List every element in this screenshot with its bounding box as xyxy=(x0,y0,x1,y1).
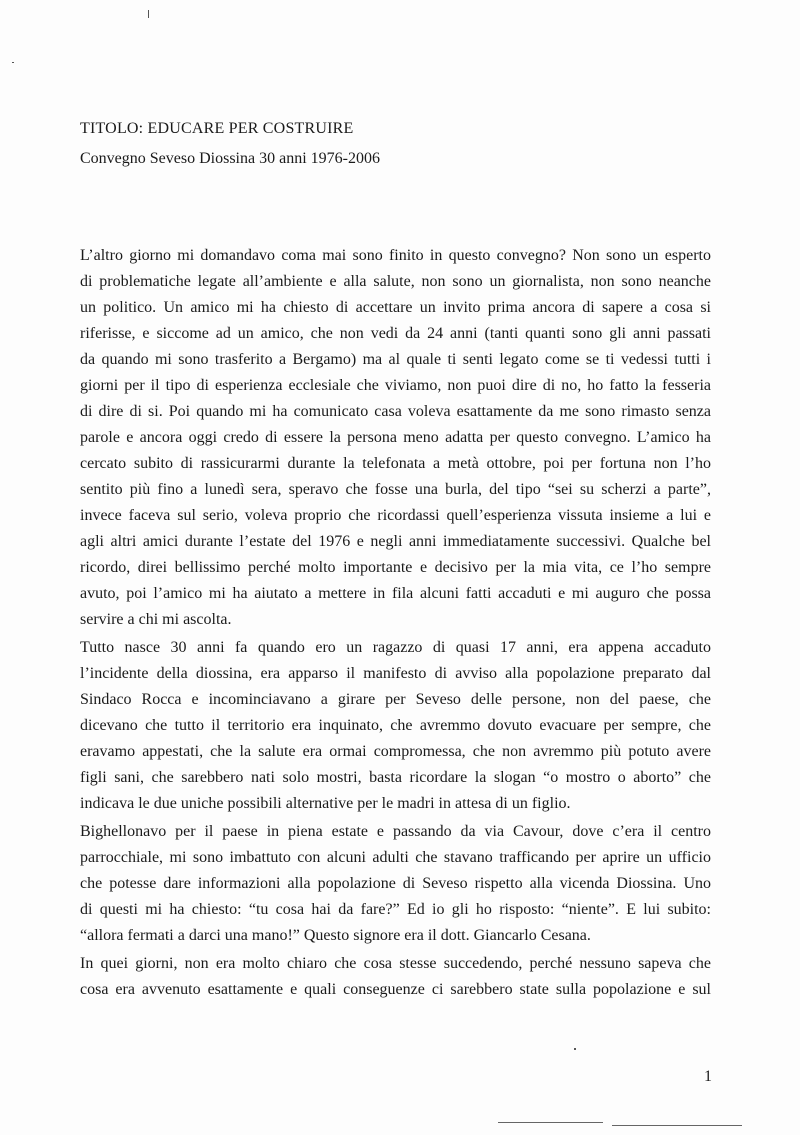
scan-speck xyxy=(574,1048,576,1050)
body-line: avuto, poi l’amico mi ha aiutato a mettere in fila alcuni fatti accaduti e mi auguro che possa xyxy=(80,585,711,602)
body-line: ricordo, direi bellissimo perché molto importante e decisivo per la mia vita, ce l’ho sempre xyxy=(80,559,711,576)
body-line: da quando mi sono trasferito a Bergamo) ma al quale ti senti legato come se ti vedessi tutti i xyxy=(80,351,711,368)
body-line: sentito più fino a lunedì sera, speravo che fosse una burla, del tipo “sei su scherzi a parte”, xyxy=(80,481,711,498)
body-line: un politico. Un amico mi ha chiesto di accettare un invito prima ancora di sapere a cosa si xyxy=(80,299,711,316)
page-number: 1 xyxy=(704,1068,712,1085)
body-line: indicava le due uniche possibili alternative per le madri in attesa di un figlio. xyxy=(80,795,571,812)
body-line: invece faceva sul serio, voleva proprio che ricordassi quell’esperienza vissuta insieme a lui e xyxy=(80,507,711,524)
body-line: di questi mi ha chiesto: “tu cosa hai da fare?” Ed io gli ho risposto: “niente”. E lui subito: xyxy=(80,901,711,918)
body-line: figli sani, che sarebbero nati solo mostri, basta ricordare la slogan “o mostro o aborto” che xyxy=(80,769,711,786)
body-line: parrocchiale, mi sono imbattuto con alcuni adulti che stavano trafficando per aprire un ufficio xyxy=(80,849,711,866)
body-line: Bighellonavo per il paese in piena estate e passando da via Cavour, dove c’era il centro xyxy=(80,823,711,840)
body-line: Tutto nasce 30 anni fa quando ero un ragazzo di quasi 17 anni, era appena accaduto xyxy=(80,639,711,656)
body-line: di problematiche legate all’ambiente e alla salute, non sono un giornalista, non sono neanche xyxy=(80,273,711,290)
document-subtitle: Convegno Seveso Diossina 30 anni 1976-2006 xyxy=(80,150,380,167)
body-line: cercato subito di rassicurarmi durante la telefonata a metà ottobre, poi per fortuna non l’ho xyxy=(80,455,711,472)
body-line: riferisse, e siccome ad un amico, che non vedi da 24 anni (tanti quanti sono gli anni passati xyxy=(80,325,711,342)
body-line: servire a chi mi ascolta. xyxy=(80,611,232,628)
body-line: agli altri amici durante l’estate del 1976 e negli anni immediatamente successivi. Qualche bel xyxy=(80,533,711,550)
scan-artifact-line xyxy=(612,1125,742,1126)
body-line: che potesse dare informazioni alla popolazione di Seveso rispetto alla vicenda Diossina. Uno xyxy=(80,875,711,892)
body-line: parole e ancora oggi credo di essere la persona meno adatta per questo convegno. L’amico ha xyxy=(80,429,711,446)
body-line: dicevano che tutto il territorio era inquinato, che avremmo dovuto evacuare per sempre, che xyxy=(80,717,711,734)
body-line: “allora fermati a darci una mano!” Questo signore era il dott. Giancarlo Cesana. xyxy=(80,927,591,944)
body-line: Sindaco Rocca e incominciavano a girare per Seveso delle persone, non del paese, che xyxy=(80,691,711,708)
body-line: l’incidente della diossina, era apparso il manifesto di avviso alla popolazione preparato dal xyxy=(80,665,711,682)
body-line: giorni per il tipo di esperienza ecclesiale che viviamo, non puoi dire di no, ho fatto la fesseria xyxy=(80,377,711,394)
document-title: TITOLO: EDUCARE PER COSTRUIRE xyxy=(80,120,354,137)
body-line: di dire di si. Poi quando mi ha comunicato casa voleva esattamente da me sono rimasto senza xyxy=(80,403,711,420)
scan-speck xyxy=(148,10,149,18)
body-line: L’altro giorno mi domandavo coma mai sono finito in questo convegno? Non sono un esperto xyxy=(80,247,711,264)
scan-speck xyxy=(12,62,14,63)
body-line: In quei giorni, non era molto chiaro che cosa stesse succedendo, perché nessuno sapeva che xyxy=(80,955,711,972)
scan-artifact-line xyxy=(498,1122,603,1123)
body-line: eravamo appestati, che la salute era ormai compromessa, che non avremmo più potuto avere xyxy=(80,743,711,760)
body-line: cosa era avvenuto esattamente e quali conseguenze ci sarebbero state sulla popolazione e sul xyxy=(80,981,711,998)
